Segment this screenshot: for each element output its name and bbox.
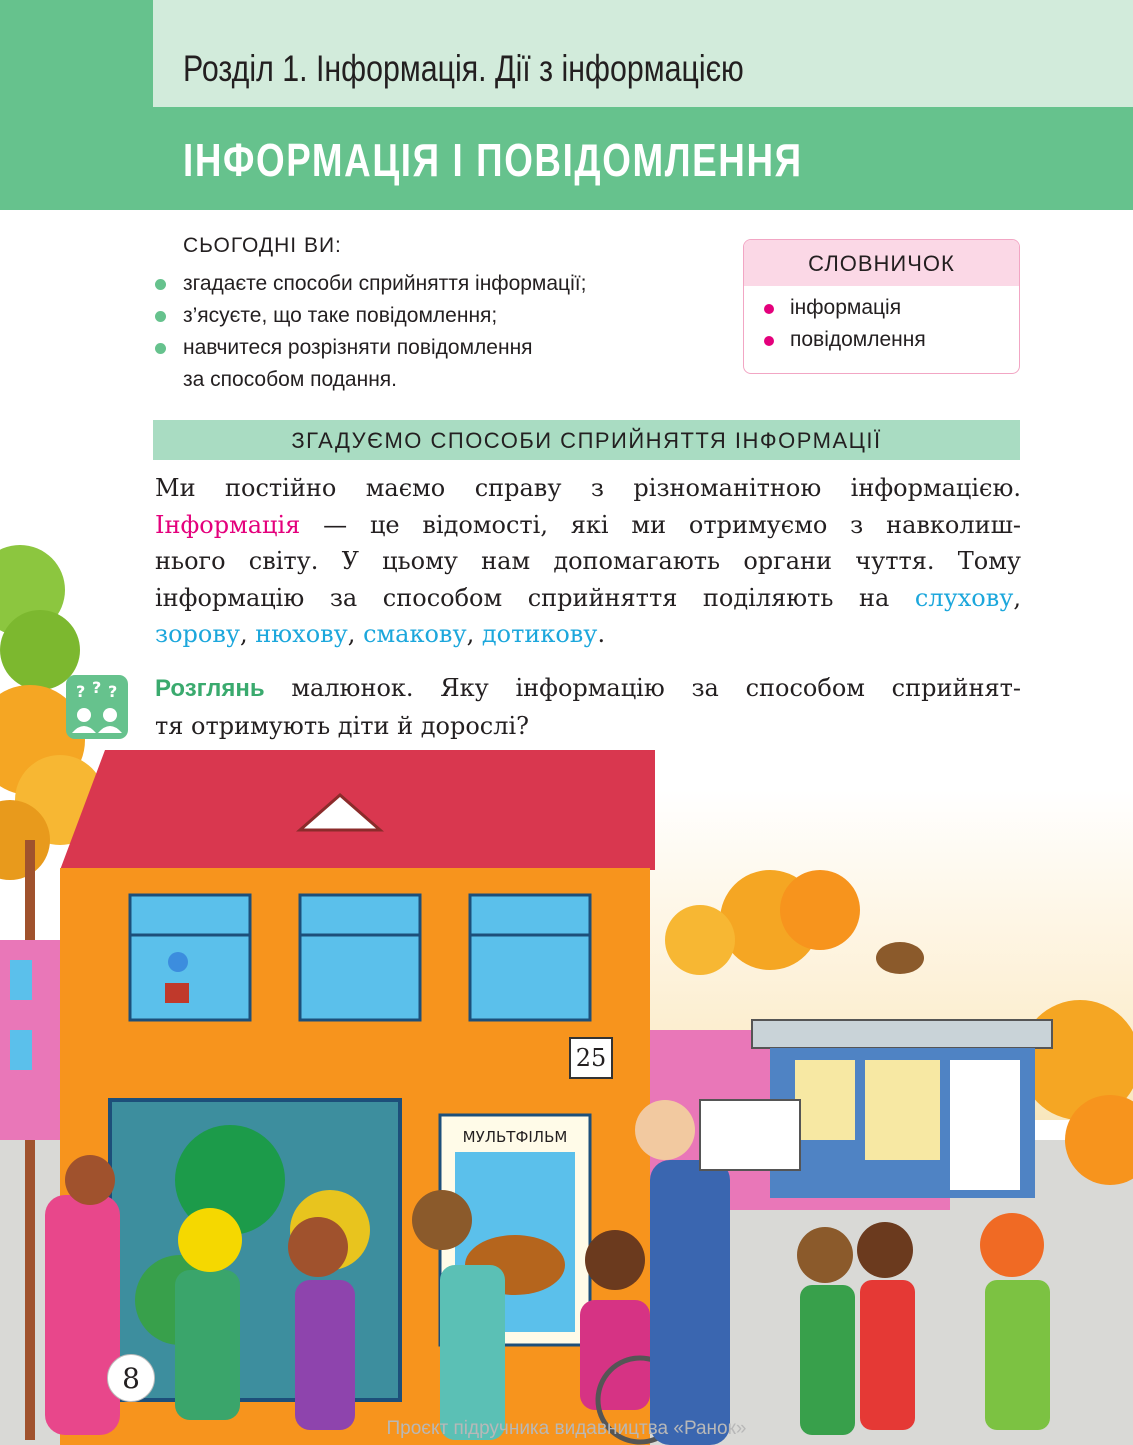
today-item-continuation: за способом подання. — [183, 368, 398, 391]
today-heading: СЬОГОДНІ ВИ: — [183, 234, 342, 257]
today-item: з’ясуєте, що таке повідомлення; — [153, 300, 586, 332]
dictionary-term: повідомлення — [764, 324, 1019, 356]
boy-with-headphones — [985, 1280, 1050, 1430]
section-title: Розділ 1. Інформація. Дії з інформацією — [183, 48, 744, 89]
section-banner: ЗГАДУЄМО СПОСОБИ СПРИЙНЯТТЯ ІНФОРМАЦІЇ — [153, 420, 1020, 460]
text-line: тя отримують діти й дорослі? — [155, 711, 530, 740]
term-visual: зорову — [155, 620, 240, 648]
flower-icon — [168, 952, 188, 972]
bullet-icon — [764, 336, 774, 346]
page-title: ІНФОРМАЦІЯ І ПОВІДОМЛЕННЯ — [183, 134, 803, 186]
text-line: Розглянь малюнок. Яку інформацію за способом сприйнят- — [155, 674, 1021, 702]
task-verb: Розглянь — [155, 675, 265, 702]
discussion-icon — [66, 675, 128, 739]
page-number: 8 — [107, 1354, 155, 1402]
today-list — [153, 268, 586, 396]
newspaper — [700, 1100, 800, 1170]
bullet-icon — [764, 304, 774, 314]
house-number: 25 — [575, 1044, 607, 1072]
poster-title: МУЛЬТФІЛЬМ — [462, 1128, 568, 1146]
today-item: згадаєте способи сприйняття інформації; — [153, 268, 586, 300]
boy-green — [800, 1285, 855, 1435]
text-line: Ми постійно маємо справу з різноманітною інформацією. — [155, 474, 1021, 502]
dictionary-list — [744, 286, 1019, 356]
bullet-icon — [155, 279, 166, 290]
term-smell: нюхову — [255, 620, 348, 648]
girl-in-wheelchair — [580, 1300, 650, 1410]
bird — [876, 942, 924, 974]
header-corner — [0, 0, 153, 107]
task-paragraph — [155, 670, 1021, 744]
boy-pointing — [440, 1265, 505, 1440]
footer-note: Проєкт підручника видавництва «Ранок» — [386, 1418, 747, 1439]
term-information: Інформація — [155, 510, 301, 539]
girl-with-phone — [295, 1280, 355, 1430]
term-hearing: слухову — [914, 583, 1014, 612]
bullet-icon — [155, 311, 166, 322]
dictionary-heading: СЛОВНИЧОК — [744, 240, 1019, 286]
text-line: нього світу. У цьому нам допомагають органи чуття. Тому — [155, 547, 1021, 575]
text-line: інформацію за способом сприйняття поділяють на слухову, — [155, 583, 1021, 612]
term-touch: дотикову — [481, 620, 598, 648]
kiosk-roof — [752, 1020, 1052, 1048]
girl-yellow-hair — [175, 1270, 240, 1420]
today-item: навчитеся розрізняти повідомлення — [153, 332, 586, 364]
text-line: Інформація — це відомості, які ми отримуємо з навколиш- — [155, 510, 1021, 539]
svg-text:?: ? — [92, 678, 102, 697]
bullet-icon — [155, 343, 166, 354]
intro-paragraph — [155, 470, 1021, 653]
woman-in-pink — [45, 1195, 120, 1435]
text-line: зорову, нюхову, смакову, дотикову. — [155, 620, 606, 648]
boy-with-icecream — [860, 1280, 915, 1430]
man-with-newspaper — [650, 1160, 730, 1445]
svg-text:?: ? — [76, 682, 86, 701]
svg-text:?: ? — [108, 682, 118, 701]
term-taste: смакову — [363, 620, 467, 648]
dictionary-term: інформація — [764, 292, 1019, 324]
dictionary-box — [743, 239, 1020, 374]
